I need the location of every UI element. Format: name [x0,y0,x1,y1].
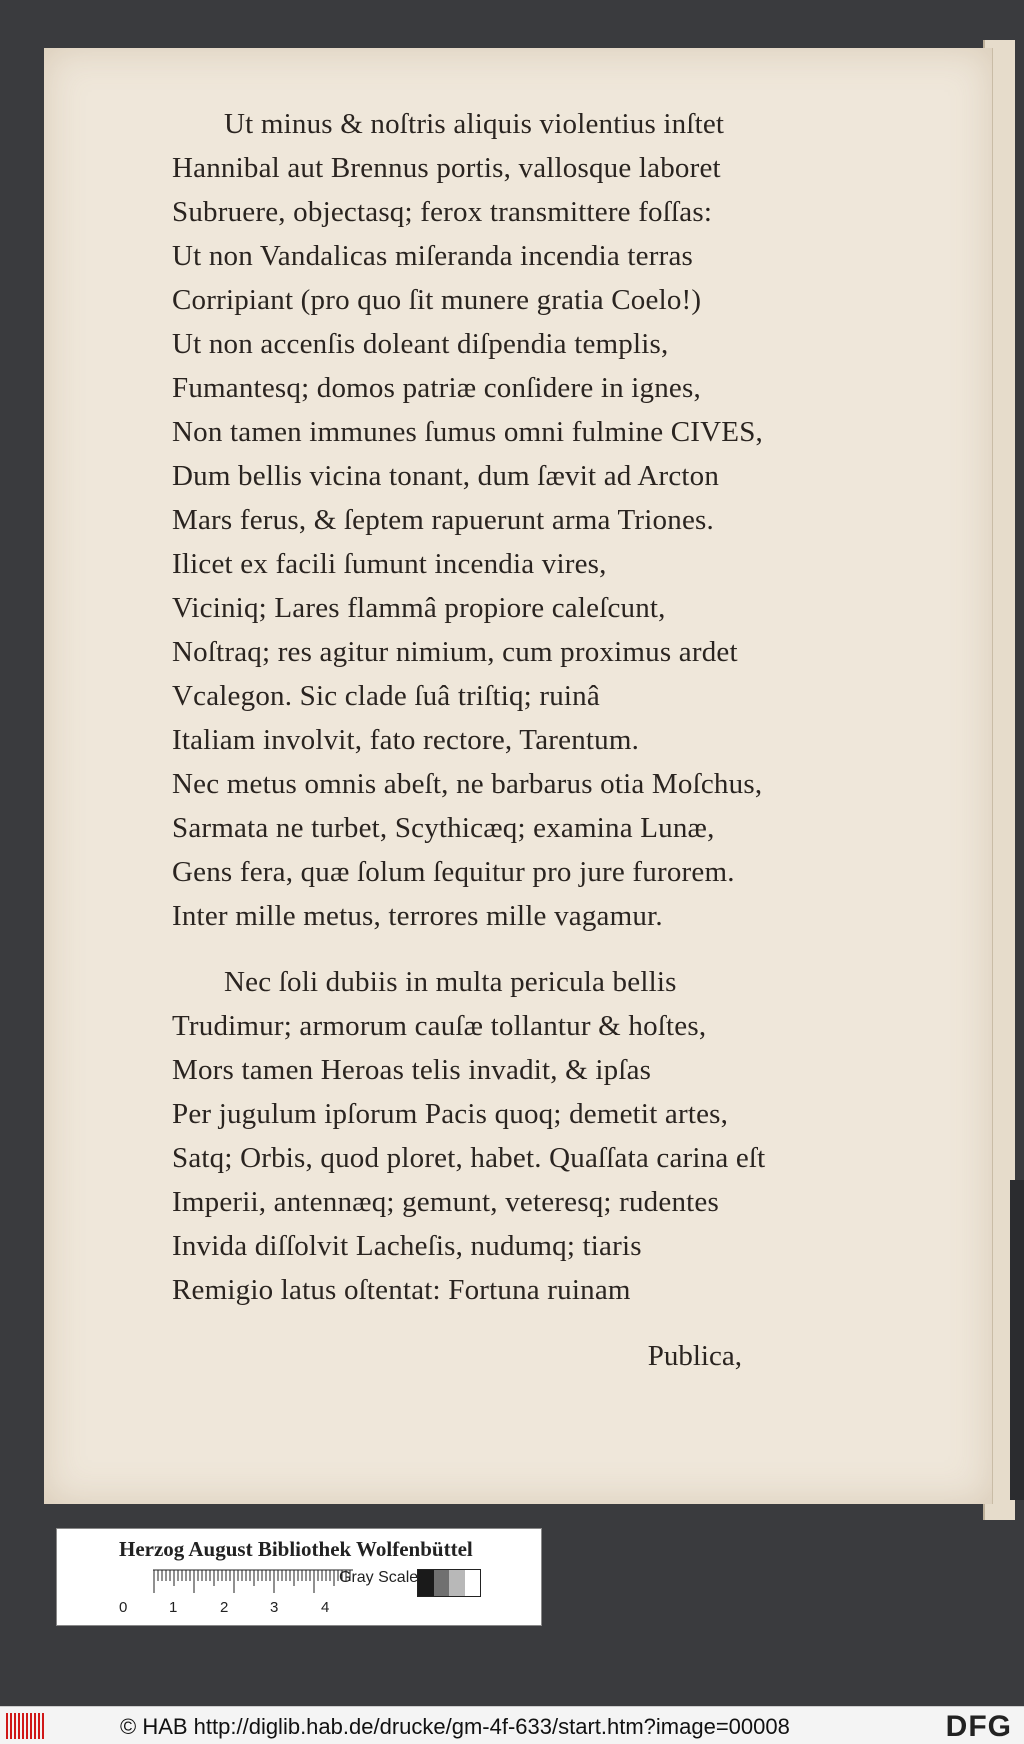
verse-line: Italiam involvit, fato rectore, Tarentum. [172,724,640,756]
verse-line: Ilicet ex facili ſumunt incendia vires, [172,548,607,580]
library-label-card [56,1528,542,1626]
verse-line: Viciniq; Lares flammâ propiore caleſcunt, [172,592,666,624]
verse-line: Trudimur; armorum cauſæ tollantur & hoſtes, [172,1010,707,1042]
gray-swatch [418,1570,434,1596]
ruler-number: 1 [169,1599,178,1616]
verse-line: Vcalegon. Sic clade ſuâ triſtiq; ruinâ [172,680,600,712]
gray-swatch [434,1570,450,1596]
verse-line: Dum bellis vicina tonant, dum ſævit ad Arcton [172,460,720,492]
verse-line: Subruere, objectasq; ferox transmittere foſſas: [172,196,713,228]
dfg-logo: DFG [945,1710,1012,1743]
verse-line: Ut minus & noſtris aliquis violentius inſtet [224,108,725,140]
verse-line: Satq; Orbis, quod ploret, habet. Quaſſata carina eſt [172,1142,766,1174]
verse-line: Sarmata ne turbet, Scythicæq; examina Lunæ, [172,812,715,844]
verse-line: Hannibal aut Brennus portis, vallosque laboret [172,152,721,184]
verse-line: Mars ferus, & ſeptem rapuerunt arma Triones. [172,504,714,536]
verse-line: Ut non accenſis doleant diſpendia templis, [172,328,669,360]
verse-line: Corripiant (pro quo ſit munere gratia Coelo!) [172,284,702,316]
library-name: Herzog August Bibliothek Wolfenbüttel [119,1537,473,1561]
gray-swatch [449,1570,465,1596]
verse-line: Invida diſſolvit Lacheſis, nudumq; tiaris [172,1230,642,1262]
verse-line: Fumantesq; domos patriæ conſidere in ignes, [172,372,701,404]
gray-swatch [465,1570,481,1596]
verse-line: Mors tamen Heroas telis invadit, & ipſas [172,1054,652,1086]
verse-line: Non tamen immunes ſumus omni fulmine CIVES, [172,416,763,448]
gray-scale-swatch [417,1569,481,1597]
catchword: Publica, [647,1340,742,1372]
verse-line: Imperii, antennæq; gemunt, veteresq; rudentes [172,1186,719,1218]
verse-line: Remigio latus oſtentat: Fortuna ruinam [172,1274,631,1306]
verse-line: Nec ſoli dubiis in multa pericula bellis [224,966,677,998]
verse-line: Inter mille metus, terrores mille vagamur. [172,900,663,932]
hab-logo-icon [6,1713,46,1739]
ruler-number: 4 [321,1599,330,1616]
footer-bar [0,1706,1024,1744]
ruler-number: 3 [270,1599,279,1616]
verse-line: Gens fera, quæ ſolum ſequitur pro jure furorem. [172,856,735,888]
page-shadow [1010,1180,1024,1500]
verse-line: Ut non Vandalicas miſeranda incendia terras [172,240,694,272]
ruler-number: 2 [220,1599,229,1616]
verse-line: Per jugulum ipſorum Pacis quoq; demetit artes, [172,1098,729,1130]
verse-line: Nec metus omnis abeſt, ne barbarus otia Moſchus, [172,768,763,800]
ruler-number: 0 [119,1599,128,1616]
source-url[interactable]: © HAB http://diglib.hab.de/drucke/gm-4f-633/start.htm?image=00008 [120,1714,790,1739]
book-page [44,48,993,1504]
gray-scale-label: Gray Scale [339,1569,419,1586]
verse-line: Noſtraq; res agitur nimium, cum proximus ardet [172,636,738,668]
